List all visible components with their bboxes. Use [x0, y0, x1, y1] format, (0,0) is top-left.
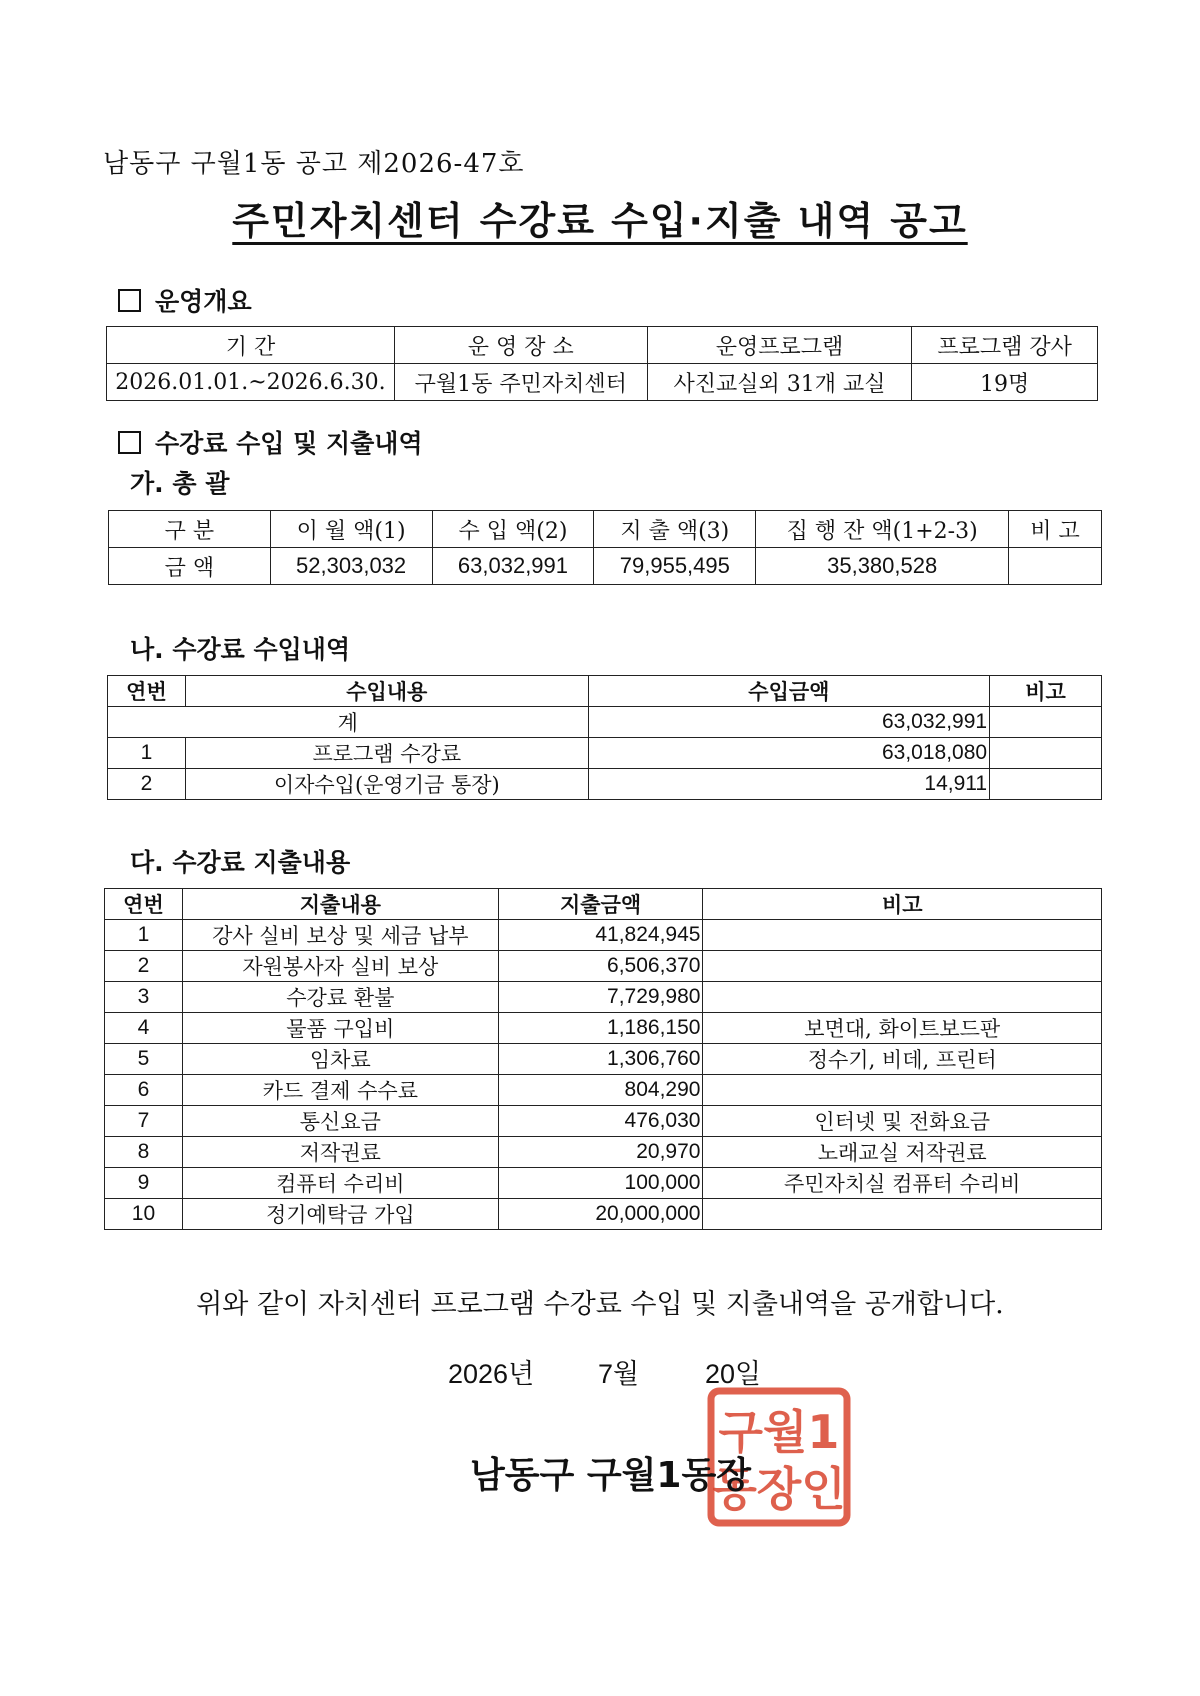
table-row — [105, 1137, 1102, 1168]
overview-location: 구월1동 주민자치센터 — [394, 364, 647, 401]
table-row — [105, 1075, 1102, 1106]
expense-no: 5 — [105, 1044, 183, 1075]
expense-no: 4 — [105, 1013, 183, 1044]
table-row — [105, 1168, 1102, 1199]
page-title: 주민자치센터 수강료 수입·지출 내역 공고 — [232, 199, 968, 243]
summary-col-balance: 집 행 잔 액(1+2-3) — [756, 511, 1009, 548]
income-note — [990, 769, 1102, 800]
summary-col-income: 수 입 액(2) — [432, 511, 594, 548]
overview-col-location: 운 영 장 소 — [394, 327, 647, 364]
income-no: 1 — [108, 738, 186, 769]
income-amount: 63,018,080 — [588, 738, 989, 769]
expense-note: 노래교실 저작권료 — [703, 1137, 1102, 1168]
table-row — [105, 982, 1102, 1013]
overview-table — [106, 326, 1098, 401]
expense-amount: 7,729,980 — [498, 982, 703, 1013]
expense-note — [703, 951, 1102, 982]
income-total-label: 계 — [108, 707, 589, 738]
expense-item: 카드 결제 수수료 — [182, 1075, 498, 1106]
checkbox-square-icon — [118, 289, 141, 312]
income-no: 2 — [108, 769, 186, 800]
expense-item: 물품 구입비 — [182, 1013, 498, 1044]
expense-col-no: 연번 — [105, 889, 183, 920]
announcement-number: 남동구 구월1동 공고 제2026-47호 — [103, 149, 525, 179]
expense-amount: 20,000,000 — [498, 1199, 703, 1230]
summary-note — [1009, 548, 1102, 585]
expense-item: 컴퓨터 수리비 — [182, 1168, 498, 1199]
table-row — [105, 951, 1102, 982]
expense-item: 통신요금 — [182, 1106, 498, 1137]
expense-amount: 41,824,945 — [498, 920, 703, 951]
income-total-row — [108, 707, 1102, 738]
expense-amount: 476,030 — [498, 1106, 703, 1137]
income-amount: 14,911 — [588, 769, 989, 800]
overview-instructors: 19명 — [912, 364, 1098, 401]
overview-period: 2026.01.01.~2026.6.30. — [107, 364, 395, 401]
expense-table — [104, 888, 1102, 1230]
summary-table — [108, 510, 1102, 585]
overview-col-period: 기 간 — [107, 327, 395, 364]
expense-no: 10 — [105, 1199, 183, 1230]
expense-no: 6 — [105, 1075, 183, 1106]
expense-item: 저작권료 — [182, 1137, 498, 1168]
checkbox-square-icon — [118, 431, 141, 454]
expense-item: 임차료 — [182, 1044, 498, 1075]
expense-item: 수강료 환불 — [182, 982, 498, 1013]
summary-header-row — [109, 511, 1102, 548]
summary-col-carryover: 이 월 액(1) — [270, 511, 432, 548]
overview-program: 사진교실외 31개 교실 — [647, 364, 912, 401]
expense-col-note: 비고 — [703, 889, 1102, 920]
expense-amount: 804,290 — [498, 1075, 703, 1106]
income-col-no: 연번 — [108, 676, 186, 707]
expense-note: 정수기, 비데, 프린터 — [703, 1044, 1102, 1075]
expense-heading: 다. 수강료 지출내용 — [130, 848, 351, 877]
expense-item: 정기예탁금 가입 — [182, 1199, 498, 1230]
section-finance-heading: 수강료 수입 및 지출내역 — [118, 424, 423, 460]
overview-col-program: 운영프로그램 — [647, 327, 912, 364]
expense-item: 강사 실비 보상 및 세금 납부 — [182, 920, 498, 951]
summary-heading: 가. 총 괄 — [130, 469, 230, 498]
expense-note — [703, 1199, 1102, 1230]
income-col-item: 수입내용 — [185, 676, 588, 707]
expense-header-row — [105, 889, 1102, 920]
overview-header-row — [107, 327, 1098, 364]
signer-name: 남동구 구월1동장 — [470, 1455, 752, 1496]
summary-row-label: 금 액 — [109, 548, 271, 585]
svg-text:구월1: 구월1 — [718, 1405, 840, 1459]
table-row — [105, 920, 1102, 951]
expense-note: 보면대, 화이트보드판 — [703, 1013, 1102, 1044]
summary-col-category: 구 분 — [109, 511, 271, 548]
expense-col-item: 지출내용 — [182, 889, 498, 920]
overview-value-row — [107, 364, 1098, 401]
table-row — [105, 1013, 1102, 1044]
income-item: 이자수입(운영기금 통장) — [185, 769, 588, 800]
expense-note: 주민자치실 컴퓨터 수리비 — [703, 1168, 1102, 1199]
date-month: 7월 — [598, 1359, 640, 1389]
summary-col-expense: 지 출 액(3) — [594, 511, 756, 548]
summary-carryover: 52,303,032 — [270, 548, 432, 585]
expense-note — [703, 920, 1102, 951]
summary-value-row — [109, 548, 1102, 585]
income-table — [107, 675, 1102, 800]
income-item: 프로그램 수강료 — [185, 738, 588, 769]
summary-balance: 35,380,528 — [756, 548, 1009, 585]
summary-expense: 79,955,495 — [594, 548, 756, 585]
expense-no: 7 — [105, 1106, 183, 1137]
table-row — [108, 738, 1102, 769]
expense-note — [703, 982, 1102, 1013]
summary-income: 63,032,991 — [432, 548, 594, 585]
expense-item: 자원봉사자 실비 보상 — [182, 951, 498, 982]
summary-col-note: 비 고 — [1009, 511, 1102, 548]
expense-amount: 1,186,150 — [498, 1013, 703, 1044]
expense-no: 1 — [105, 920, 183, 951]
expense-no: 2 — [105, 951, 183, 982]
overview-col-instructors: 프로그램 강사 — [912, 327, 1098, 364]
table-row — [105, 1106, 1102, 1137]
date-year: 2026년 — [448, 1359, 535, 1389]
expense-no: 9 — [105, 1168, 183, 1199]
expense-amount: 6,506,370 — [498, 951, 703, 982]
income-note — [990, 738, 1102, 769]
income-total-amount: 63,032,991 — [588, 707, 989, 738]
expense-no: 8 — [105, 1137, 183, 1168]
closing-statement: 위와 같이 자치센터 프로그램 수강료 수입 및 지출내역을 공개합니다. — [196, 1289, 1004, 1320]
income-total-note — [990, 707, 1102, 738]
expense-col-amount: 지출금액 — [498, 889, 703, 920]
expense-amount: 1,306,760 — [498, 1044, 703, 1075]
expense-no: 3 — [105, 982, 183, 1013]
income-header-row — [108, 676, 1102, 707]
expense-amount: 100,000 — [498, 1168, 703, 1199]
expense-note: 인터넷 및 전화요금 — [703, 1106, 1102, 1137]
table-row — [108, 769, 1102, 800]
section-overview-heading: 운영개요 — [118, 282, 252, 318]
expense-amount: 20,970 — [498, 1137, 703, 1168]
income-col-amount: 수입금액 — [588, 676, 989, 707]
table-row — [105, 1199, 1102, 1230]
income-heading: 나. 수강료 수입내역 — [130, 635, 351, 664]
income-col-note: 비고 — [990, 676, 1102, 707]
svg-text:동장인: 동장인 — [712, 1462, 846, 1516]
table-row — [105, 1044, 1102, 1075]
date-day: 20일 — [705, 1359, 762, 1389]
expense-note — [703, 1075, 1102, 1106]
